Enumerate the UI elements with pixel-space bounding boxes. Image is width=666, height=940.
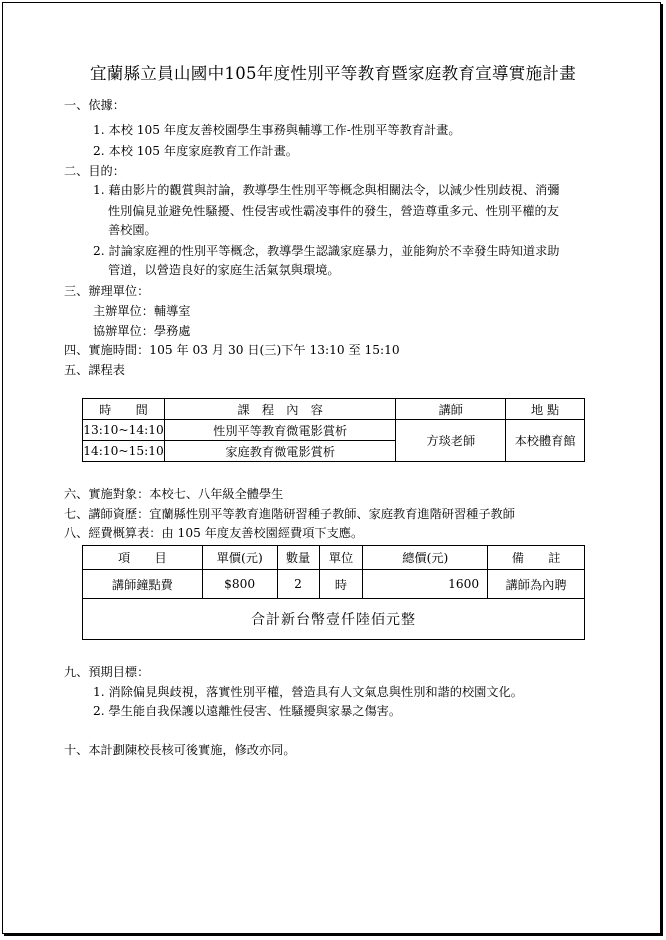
budget-header-note: 備 註 — [488, 546, 585, 570]
budget-unit-price: $800 — [202, 570, 277, 599]
budget-note: 講師為內聘 — [488, 570, 585, 599]
section-organizer-heading: 三、辦理單位： — [64, 284, 150, 298]
section-target: 六、實施對象：本校七、八年級全體學生 — [64, 487, 284, 501]
organizer-co: 協辦單位：學務處 — [93, 324, 191, 338]
schedule-header-content: 課 程 內 容 — [164, 399, 395, 420]
section-basis-heading: 一、依據： — [64, 98, 125, 112]
page-frame — [2, 2, 661, 934]
schedule-header-time: 時 間 — [83, 399, 165, 420]
section-closing: 十、本計劃陳校長核可後實施，修改亦同。 — [64, 743, 296, 757]
document-title: 宜蘭縣立員山國中105年度性別平等教育暨家庭教育宣導實施計畫 — [90, 64, 576, 83]
budget-header-item: 項 目 — [83, 546, 203, 570]
budget-header-unit-price: 單價(元) — [202, 546, 277, 570]
organizer-main: 主辦單位：輔導室 — [93, 304, 191, 318]
section-lecturer-qual: 七、講師資歷：宜蘭縣性別平等教育進階研習種子教師、家庭教育進階研習種子教師 — [64, 507, 515, 521]
section-goals-heading: 九、預期目標： — [64, 665, 150, 679]
schedule-location: 本校體育館 — [506, 420, 585, 462]
goals-item-2: 2. 學生能自我保護以遠離性侵害、性騷擾與家暴之傷害。 — [93, 704, 402, 718]
basis-item-2: 2. 本校 105 年度家庭教育工作計畫。 — [93, 144, 298, 158]
schedule-time: 13:10~14:10 — [83, 420, 165, 441]
budget-header-unit: 單位 — [319, 546, 363, 570]
purpose-item-1-line-2: 性別偏見並避免性騷擾、性侵害或性霸凌事件的發生，營造尊重多元、性別平權的友 — [108, 204, 559, 218]
purpose-item-1-line-1: 1. 藉由影片的觀賞與討論，教導學生性別平等概念與相關法令，以減少性別歧視、消彌 — [93, 183, 560, 197]
schedule-header-teacher: 講師 — [396, 399, 506, 420]
budget-unit: 時 — [319, 570, 363, 599]
table-row — [83, 570, 585, 599]
purpose-item-2-line-1: 2. 討論家庭裡的性別平等概念，教導學生認識家庭暴力，並能夠於不幸發生時知道求助 — [93, 244, 560, 258]
section-schedule-heading: 五、課程表 — [64, 363, 125, 377]
goals-item-1: 1. 消除偏見與歧視，落實性別平權，營造具有人文氣息與性別和諧的校園文化。 — [93, 685, 523, 699]
schedule-header-location: 地 點 — [506, 399, 585, 420]
budget-table — [82, 545, 585, 640]
budget-total-text: 合計新台幣壹仟陸佰元整 — [83, 599, 585, 640]
basis-item-1: 1. 本校 105 年度友善校園學生事務與輔導工作-性別平等教育計畫。 — [93, 123, 461, 137]
section-budget-heading: 八、經費概算表：由 105 年度友善校園經費項下支應。 — [64, 526, 364, 540]
purpose-item-1-line-3: 善校園。 — [108, 223, 157, 237]
schedule-content: 家庭教育微電影賞析 — [164, 441, 395, 462]
section-time: 四、實施時間：105 年 03 月 30 日(三)下午 13:10 至 15:10 — [64, 343, 400, 357]
purpose-item-2-line-2: 管道，以營造良好的家庭生活氣氛與環境。 — [108, 263, 340, 277]
schedule-teacher: 方琰老師 — [396, 420, 506, 462]
schedule-time: 14:10~15:10 — [83, 441, 165, 462]
schedule-content: 性別平等教育微電影賞析 — [164, 420, 395, 441]
budget-header-qty: 數量 — [277, 546, 319, 570]
budget-header-total: 總價(元) — [363, 546, 488, 570]
budget-qty: 2 — [277, 570, 319, 599]
budget-total: 1600 — [363, 570, 488, 599]
section-purpose-heading: 二、目的： — [64, 164, 125, 178]
schedule-table — [82, 398, 585, 462]
budget-item: 講師鐘點費 — [83, 570, 203, 599]
table-row — [83, 420, 585, 441]
